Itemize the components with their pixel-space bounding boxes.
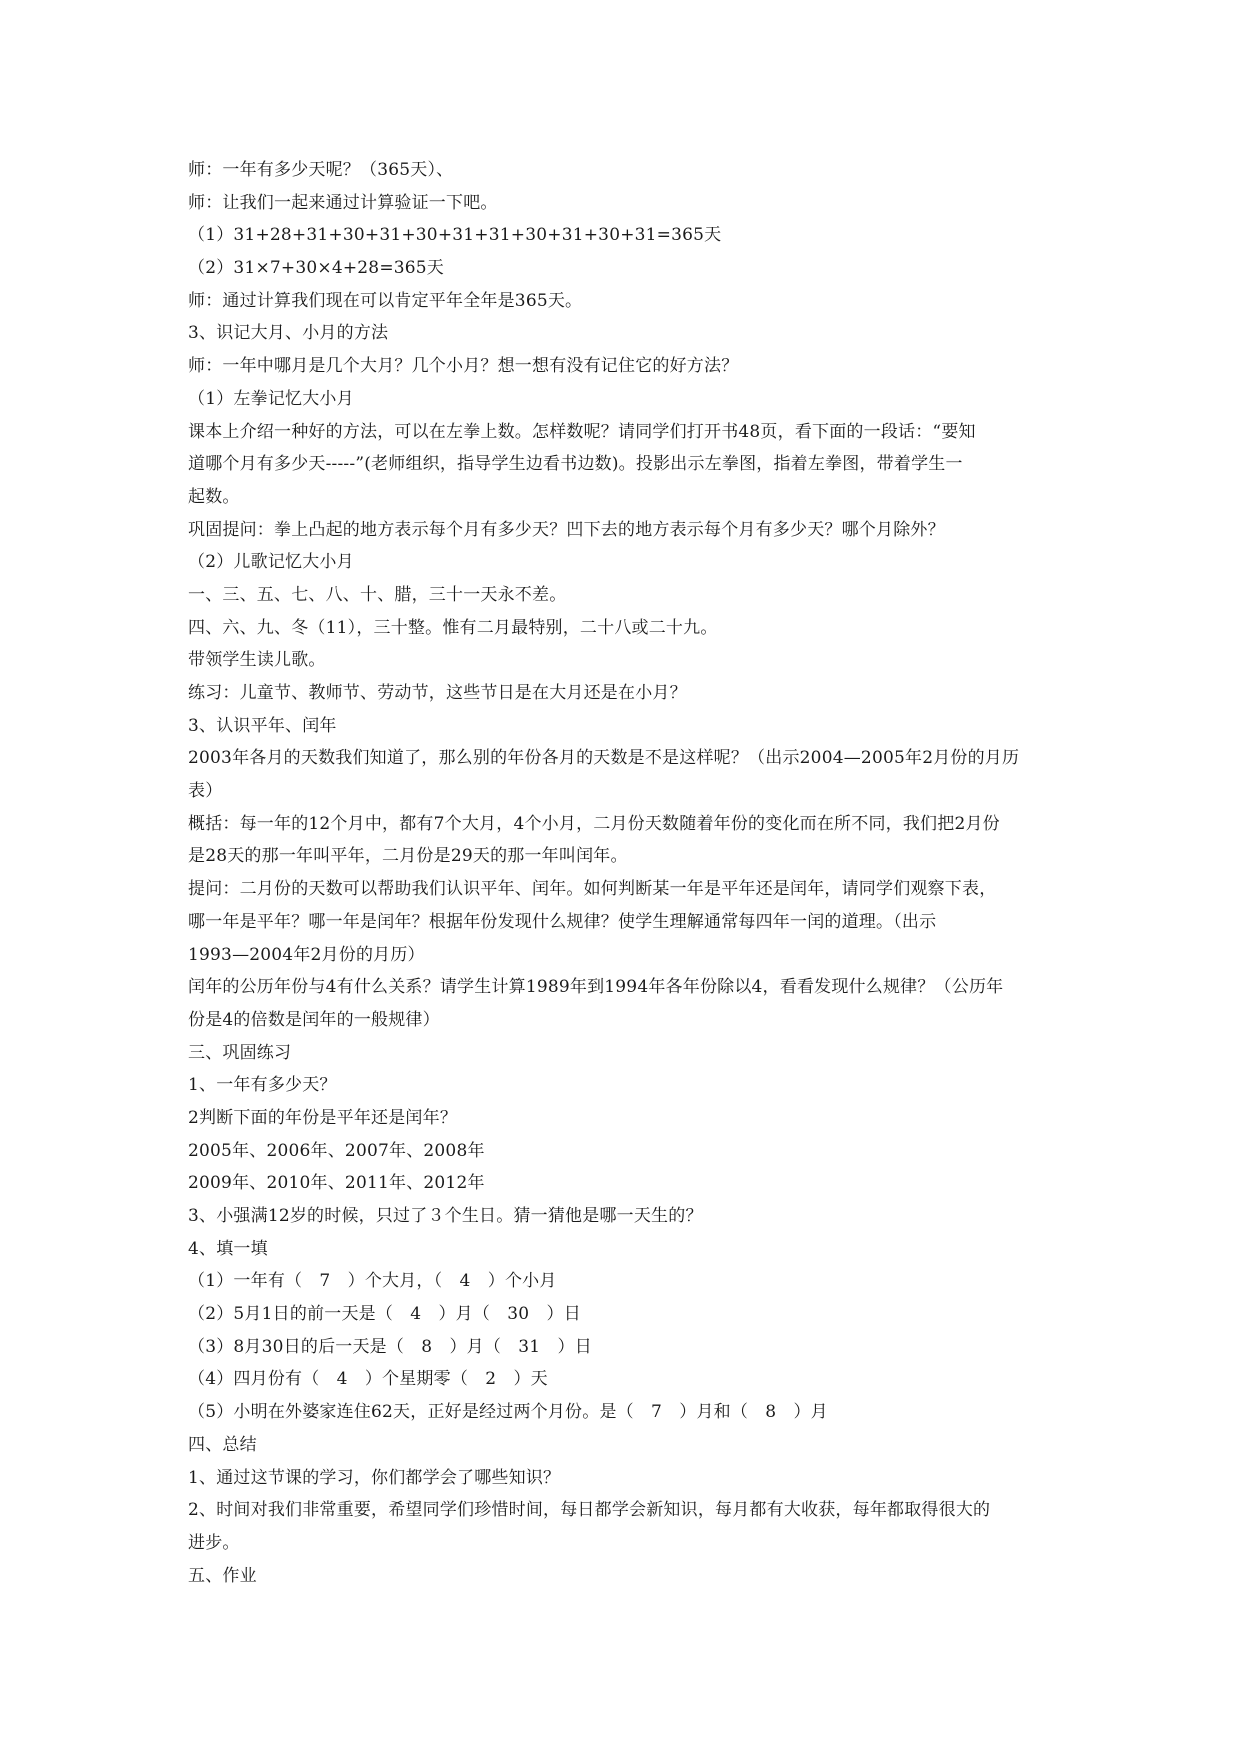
text-line: （2）31×7+30×4+28=365天 [188, 258, 445, 279]
section-heading: 3、认识平年、闰年 [188, 715, 337, 736]
text-line: 2009年、2010年、2011年、2012年 [188, 1173, 485, 1194]
document-page [188, 154, 1058, 1592]
text-line: 哪一年是平年？哪一年是闰年？根据年份发现什么规律？使学生理解通常每四年一闰的道理。（出示 [188, 911, 937, 932]
text-line: 是28天的那一年叫平年，二月份是29天的那一年叫闰年。 [188, 846, 628, 867]
text-line: 师：通过计算我们现在可以肯定平年全年是365天。 [188, 290, 583, 311]
text-line: 道哪个月有多少天-----”(老师组织，指导学生边看书边数)。投影出示左拳图，指着左拳图，带着学生一 [188, 454, 963, 475]
text-line: 2判断下面的年份是平年还是闰年？ [188, 1107, 458, 1128]
text-line: 一、三、五、七、八、十、腊，三十一天永不差。 [188, 584, 567, 605]
section-heading: 3、识记大月、小月的方法 [188, 323, 389, 344]
section-heading: 五、作业 [188, 1565, 257, 1586]
text-line: 表） [188, 781, 223, 802]
text-line: 师：一年中哪月是几个大月？几个小月？想一想有没有记住它的好方法？ [188, 356, 739, 377]
text-line: （5）小明在外婆家连住62天，正好是经过两个月份。是（ 7 ）月和（ 8 ）月 [188, 1402, 828, 1423]
text-line: （1）31+28+31+30+31+30+31+31+30+31+30+31=365天 [188, 225, 722, 246]
text-line: 练习：儿童节、教师节、劳动节，这些节日是在大月还是在小月？ [188, 683, 687, 703]
subsection-heading: （1）左拳记忆大小月 [188, 388, 354, 409]
subsection-heading: （2）儿歌记忆大小月 [188, 552, 354, 573]
text-line: 进步。 [188, 1532, 240, 1553]
text-line: 概括：每一年的12个月中，都有7个大月，4个小月，二月份天数随着年份的变化而在所不同，我们把2月份 [188, 813, 1000, 834]
text-line: （1）一年有（ 7 ）个大月，（ 4 ）个小月 [188, 1271, 557, 1292]
section-heading: 三、巩固练习 [188, 1042, 292, 1063]
text-line: 1993—2004年2月份的月历） [188, 944, 425, 965]
text-line: 份是4的倍数是闰年的一般规律） [188, 1009, 440, 1030]
section-heading: 四、总结 [188, 1434, 257, 1455]
text-line: 师：一年有多少天呢？（365天）、 [188, 160, 454, 180]
text-line: 四、六、九、冬（11），三十整。惟有二月最特别，二十八或二十九。 [188, 617, 718, 638]
text-line: 闰年的公历年份与4有什么关系？请学生计算1989年到1994年各年份除以4，看看发现什么规律？（公历年 [188, 977, 1004, 998]
text-line: 带领学生读儿歌。 [188, 650, 326, 671]
text-line: （3）8月30日的后一天是（ 8 ）月（ 31 ）日 [188, 1336, 592, 1357]
text-line: （4）四月份有（ 4 ）个星期零（ 2 ）天 [188, 1369, 548, 1390]
text-line: 起数。 [188, 486, 240, 507]
text-line: （2）5月1日的前一天是（ 4 ）月（ 30 ）日 [188, 1304, 581, 1325]
text-line: 课本上介绍一种好的方法，可以在左拳上数。怎样数呢？请同学们打开书48页，看下面的一段话：“要知 [188, 421, 976, 442]
text-line: 师：让我们一起来通过计算验证一下吧。 [188, 192, 498, 213]
text-line: 3、小强满12岁的时候，只过了３个生日。猜一猜他是哪一天生的？ [188, 1206, 703, 1226]
text-line: 巩固提问：拳上凸起的地方表示每个月有多少天？凹下去的地方表示每个月有多少天？哪个月除外？ [188, 519, 945, 540]
text-line: 提问：二月份的天数可以帮助我们认识平年、闰年。如何判断某一年是平年还是闰年，请同学们观察下表， [188, 879, 997, 900]
text-line: 4、填一填 [188, 1238, 268, 1259]
text-line: 2003年各月的天数我们知道了，那么别的年份各月的天数是不是这样呢？（出示2004—2005年2月份的月历 [188, 748, 1020, 769]
text-line: 1、一年有多少天？ [188, 1075, 337, 1096]
text-line: 2005年、2006年、2007年、2008年 [188, 1140, 485, 1161]
text-line: 1、通过这节课的学习，你们都学会了哪些知识？ [188, 1467, 561, 1488]
text-line: 2、时间对我们非常重要，希望同学们珍惜时间，每日都学会新知识，每月都有大收获，每年都取得很大的 [188, 1500, 991, 1521]
